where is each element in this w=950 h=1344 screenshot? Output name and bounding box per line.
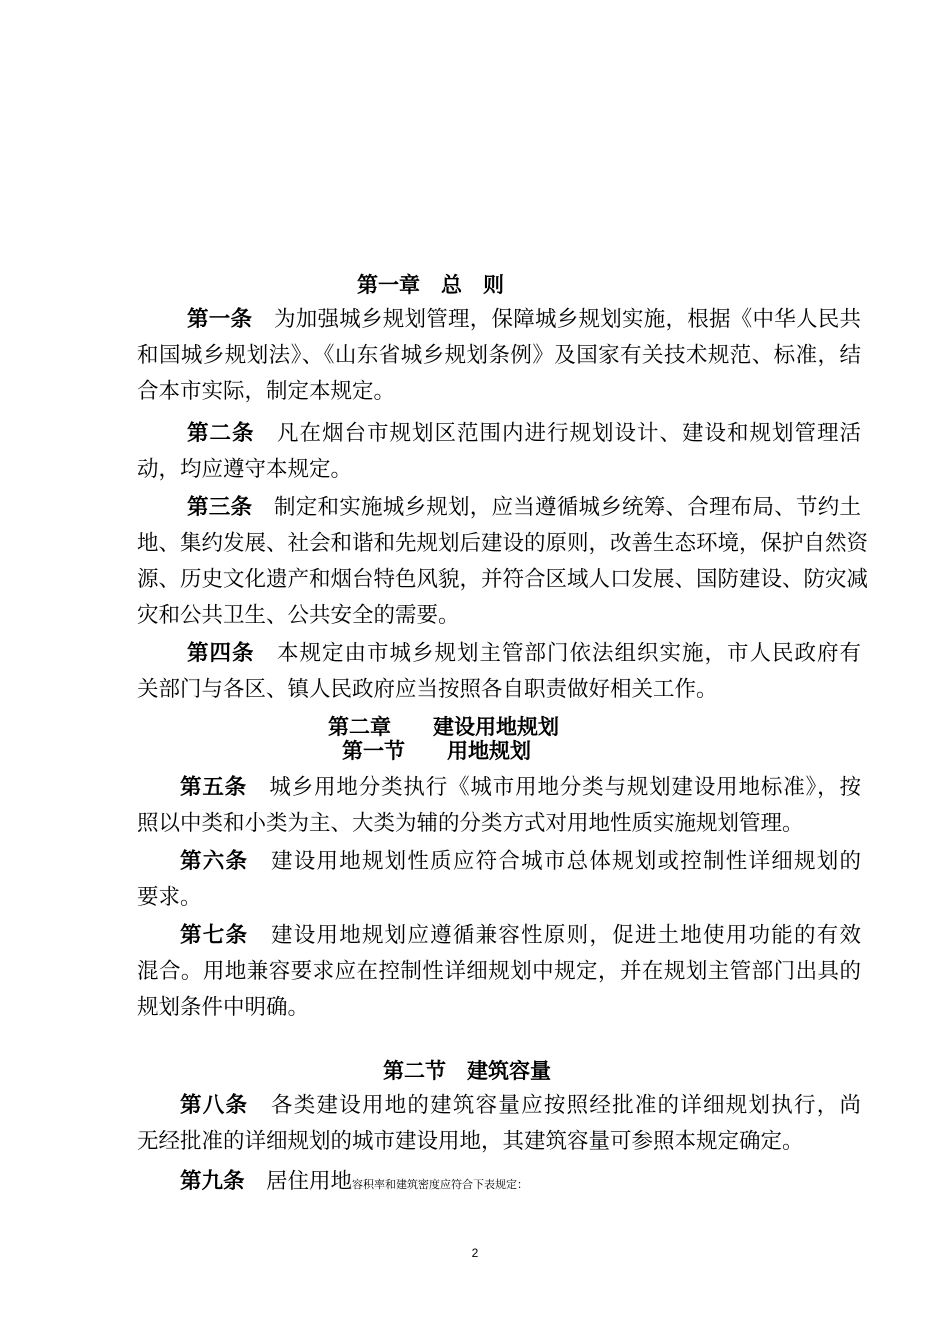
article-3-line-3: 源、历史文化遗产和烟台特色风貌，并符合区域人口发展、国防建设、防灾减: [137, 567, 869, 592]
page-number: 2: [471, 1246, 479, 1260]
article-1-label: 第一条: [187, 307, 253, 332]
article-3-line-4: 灾和公共卫生、公共安全的需要。: [137, 603, 460, 628]
article-7-line-2: 混合。用地兼容要求应在控制性详细规划中规定，并在规划主管部门出具的: [137, 959, 861, 984]
article-9-small-text: 容积率和建筑密度应符合下表规定：: [352, 1178, 529, 1191]
chapter-1-title: 第一章 总 则: [357, 273, 504, 297]
article-6-line-1: 第六条 建设用地规划性质应符合城市总体规划或控制性详细规划的: [180, 849, 861, 874]
article-5-label: 第五条: [180, 775, 248, 800]
article-3-label: 第三条: [187, 495, 253, 520]
article-9-line-1: 第九条 居住用地容积率和建筑密度应符合下表规定：: [180, 1169, 529, 1194]
article-6-label: 第六条: [180, 849, 249, 874]
article-7-line-3: 规划条件中明确。: [137, 995, 310, 1020]
article-1-line-2: 和国城乡规划法》、《山东省城乡规划条例》及国家有关技术规范、标准，结: [137, 343, 861, 368]
article-7-line-1: 第七条 建设用地规划应遵循兼容性原则，促进土地使用功能的有效: [180, 923, 861, 948]
article-2-line-2: 动，均应遵守本规定。: [137, 457, 353, 482]
article-7-label: 第七条: [180, 923, 249, 948]
article-6-line-2: 要求。: [137, 885, 202, 910]
article-5-line-2: 照以中类和小类为主、大类为辅的分类方式对用地性质实施规划管理。: [137, 811, 804, 836]
article-1-line-3: 合本市实际，制定本规定。: [137, 379, 396, 404]
article-4-line-1: 第四条 本规定由市城乡规划主管部门依法组织实施，市人民政府有: [187, 641, 861, 666]
article-5-line-1: 第五条 城乡用地分类执行《城市用地分类与规划建设用地标准》，按: [180, 775, 861, 800]
article-8-line-1: 第八条 各类建设用地的建筑容量应按照经批准的详细规划执行，尚: [180, 1093, 861, 1118]
section-2-title: 第二节 建筑容量: [383, 1059, 551, 1083]
article-1-line-1: 第一条 为加强城乡规划管理，保障城乡规划实施，根据《中华人民共: [187, 307, 861, 332]
article-9-label: 第九条: [180, 1169, 245, 1194]
chapter-2-title: 第二章 建设用地规划: [328, 715, 559, 739]
article-8-line-2: 无经批准的详细规划的城市建设用地，其建筑容量可参照本规定确定。: [137, 1129, 804, 1154]
article-3-line-2: 地、集约发展、社会和谐和先规划后建设的原则，改善生态环境，保护自然资: [137, 531, 869, 556]
article-3-line-1: 第三条 制定和实施城乡规划，应当遵循城乡统筹、合理布局、节约土: [187, 495, 861, 520]
article-2-label: 第二条: [187, 421, 255, 446]
article-4-label: 第四条: [187, 641, 255, 666]
article-2-line-1: 第二条 凡在烟台市规划区范围内进行规划设计、建设和规划管理活: [187, 421, 861, 446]
article-4-line-2: 关部门与各区、镇人民政府应当按照各自职责做好相关工作。: [137, 677, 718, 702]
article-8-label: 第八条: [180, 1093, 249, 1118]
section-1-title: 第一节 用地规划: [342, 739, 531, 763]
